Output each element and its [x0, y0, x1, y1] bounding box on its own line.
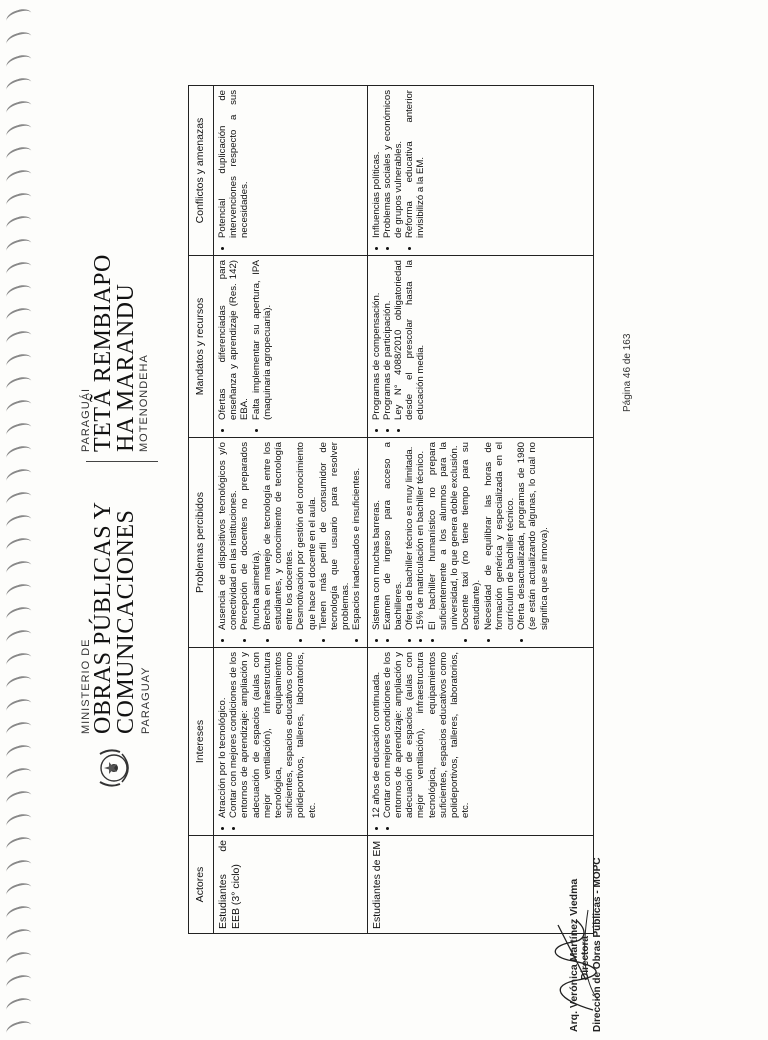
binding-ring: [4, 167, 33, 188]
binding-ring: [4, 420, 33, 441]
signature-block: [538, 842, 648, 1032]
list-item: • 12 años de educación continuada.: [371, 652, 382, 818]
binding-ring: [4, 972, 33, 993]
header-intereses: Intereses: [189, 648, 214, 836]
page-number: Página 46 de 163: [622, 333, 633, 412]
binding-ring: [4, 880, 33, 901]
table-header-row: [189, 86, 214, 934]
list-item: • El bachiller humanístico no prepara suficientemente a los alumnos para la universidad, lo que genera doble exclusión.: [427, 442, 461, 630]
binding-ring: [4, 949, 33, 970]
header-mandatos: Mandatos y recursos: [189, 256, 214, 438]
list-item: • Falta implementar su apertura, IPA (maquinaria agropecuaria).: [251, 260, 273, 420]
binding-ring: [4, 121, 33, 142]
actor-cell: Estudiantes de EM: [367, 836, 593, 934]
list-item: • Atracción por lo tecnológico.: [217, 652, 228, 818]
rotated-page: [70, 72, 670, 1032]
mandatos-cell: [214, 256, 368, 438]
guarani-prefix: PARAGUÁI: [80, 387, 92, 452]
signature-stamp: [568, 858, 604, 1033]
binding-ring: [4, 788, 33, 809]
guarani-name: [80, 192, 150, 452]
binding-ring: [4, 673, 33, 694]
intereses-cell: [367, 648, 593, 836]
list-item: • Percepción de docentes no preparados (mucha asimetría).: [239, 442, 261, 630]
list-item: • Brecha en manejo de tecnología entre los estudiantes, y conocimiento de tecnología entre los docentes.: [262, 442, 296, 630]
binding-ring: [4, 144, 33, 165]
list-item: • Sistema con muchas barreras.: [371, 442, 382, 630]
binding-ring: [4, 351, 33, 372]
binding-ring: [4, 443, 33, 464]
coat-of-arms-emblem: [92, 744, 136, 792]
header-problemas: Problemas percibidos: [189, 438, 214, 648]
list-item: • Docente taxi (no tiene tiempo para su estudiante).: [460, 442, 482, 630]
list-item: • Ausencia de dispositivos tecnológicos y/o conectividad en las instituciones.: [217, 442, 239, 630]
binding-ring: [4, 742, 33, 763]
list-item: • 15% de matriculación en bachiller técnico.: [415, 442, 426, 630]
conflictos-cell: [214, 86, 368, 256]
binding-ring: [4, 52, 33, 73]
guarani-sub: MOTENONDEHA: [138, 354, 150, 452]
signatory-department: Dirección de Obras Públicas - MOPC: [592, 857, 603, 1032]
binding-ring: [4, 98, 33, 119]
header-actores: Actores: [189, 836, 214, 934]
intereses-cell: [214, 648, 368, 836]
binding-ring: [4, 328, 33, 349]
letterhead-divider: [86, 461, 158, 462]
binding-ring: [4, 811, 33, 832]
table-row: [367, 86, 593, 934]
problemas-cell: [367, 438, 593, 648]
binding-ring: [4, 259, 33, 280]
binding-ring: [4, 305, 33, 326]
binding-ring: [4, 213, 33, 234]
ministry-line2: COMUNICACIONES: [113, 509, 139, 734]
binding-ring: [4, 650, 33, 671]
ministry-line1: OBRAS PÚBLICAS Y: [90, 501, 116, 734]
binding-ring: [4, 719, 33, 740]
binding-ring: [4, 190, 33, 211]
guarani-line1: TETÃ REMBIAPO: [90, 254, 116, 452]
binding-ring: [4, 75, 33, 96]
problemas-cell: [214, 438, 368, 648]
list-item: • Influencias políticas.: [371, 90, 382, 238]
list-item: • Programas de participación.: [382, 260, 393, 420]
list-item: • Espacios inadecuados e insuficientes.: [351, 442, 362, 630]
guarani-line2: HA MARANDU: [113, 283, 139, 452]
list-item: • Examen de ingreso para acceso a bachilleres.: [382, 442, 404, 630]
header-conflictos: Conflictos y amenazas: [189, 86, 214, 256]
binding-ring: [4, 581, 33, 602]
list-item: • Necesidad de equilibrar las horas de formación genérica y especializada en el currículum de bachiller técnico.: [483, 442, 517, 630]
signatory-role: Directora: [580, 936, 591, 980]
list-item: • Problemas sociales y económicos de grupos vulnerables.: [382, 90, 404, 238]
list-item: • Programas de compensación.: [371, 260, 382, 420]
spiral-binding: [0, 0, 40, 1024]
list-item: • Tienen más perfil de consumidor de tecnología que usuario para resolver problemas.: [318, 442, 352, 630]
binding-ring: [4, 627, 33, 648]
binding-ring: [4, 6, 33, 27]
table-row: [214, 86, 368, 934]
conflictos-cell: [367, 86, 593, 256]
binding-ring: [4, 29, 33, 50]
letterhead: [78, 192, 178, 792]
binding-ring: [4, 489, 33, 510]
actor-cell: Estudiantes de EEB (3° ciclo): [214, 836, 368, 934]
binding-ring: [4, 857, 33, 878]
binding-ring: [4, 397, 33, 418]
ministry-prefix: MINISTERIO DE: [80, 638, 92, 734]
list-item: • Reforma educativa anterior invisibilizó a la EM.: [404, 90, 426, 238]
binding-ring: [4, 466, 33, 487]
binding-ring: [4, 765, 33, 786]
list-item: • Ofertas diferenciadas para enseñanza y aprendizaje (Res. 142) EBA.: [217, 260, 251, 420]
binding-ring: [4, 1018, 33, 1039]
list-item: • Potencial duplicación de intervenciones respecto a sus necesidades.: [217, 90, 251, 238]
binding-ring: [4, 903, 33, 924]
binding-ring: [4, 512, 33, 533]
binding-ring: [4, 696, 33, 717]
binding-ring: [4, 535, 33, 556]
signatory-name: Arq. Verónica Martínez Viedma: [568, 878, 580, 1032]
binding-ring: [4, 926, 33, 947]
list-item: • Oferta de bachiller técnico es muy limitada.: [404, 442, 415, 630]
binding-ring: [4, 558, 33, 579]
binding-ring: [4, 995, 33, 1016]
list-item: • Contar con mejores condiciones de los entornos de aprendizaje: ampliación y adecuación de espacios (aulas con mejor ventilación), infraestructura tecnológica, equipamientos suficientes, espacios educativos como polideportivos, talleres, laboratorios, etc.: [382, 652, 472, 818]
binding-ring: [4, 834, 33, 855]
binding-ring: [4, 282, 33, 303]
list-item: • Ley N° 4088/2010 obligatoriedad desde el prescolar hasta la educación media.: [393, 260, 427, 420]
binding-ring: [4, 374, 33, 395]
list-item: • Desmotivación por gestión del conocimiento que hace el docente en el aula.: [295, 442, 317, 630]
list-item: • Oferta desactualizada, programas de 1980 (se están actualizando algunas, lo cual no significa que se innova).: [516, 442, 550, 630]
stakeholder-table: [188, 85, 594, 934]
ministry-country: PARAGUAY: [140, 666, 152, 734]
binding-ring: [4, 236, 33, 257]
list-item: • Contar con mejores condiciones de los entornos de aprendizaje: ampliación y adecuación de espacios (aulas con mejor ventilación), infraestructura tecnológica, equipamientos suficientes, espacios educativos como polideportivos, talleres, laboratorios, etc.: [228, 652, 318, 818]
mandatos-cell: [367, 256, 593, 438]
ministry-name: [80, 474, 152, 734]
binding-ring: [4, 604, 33, 625]
